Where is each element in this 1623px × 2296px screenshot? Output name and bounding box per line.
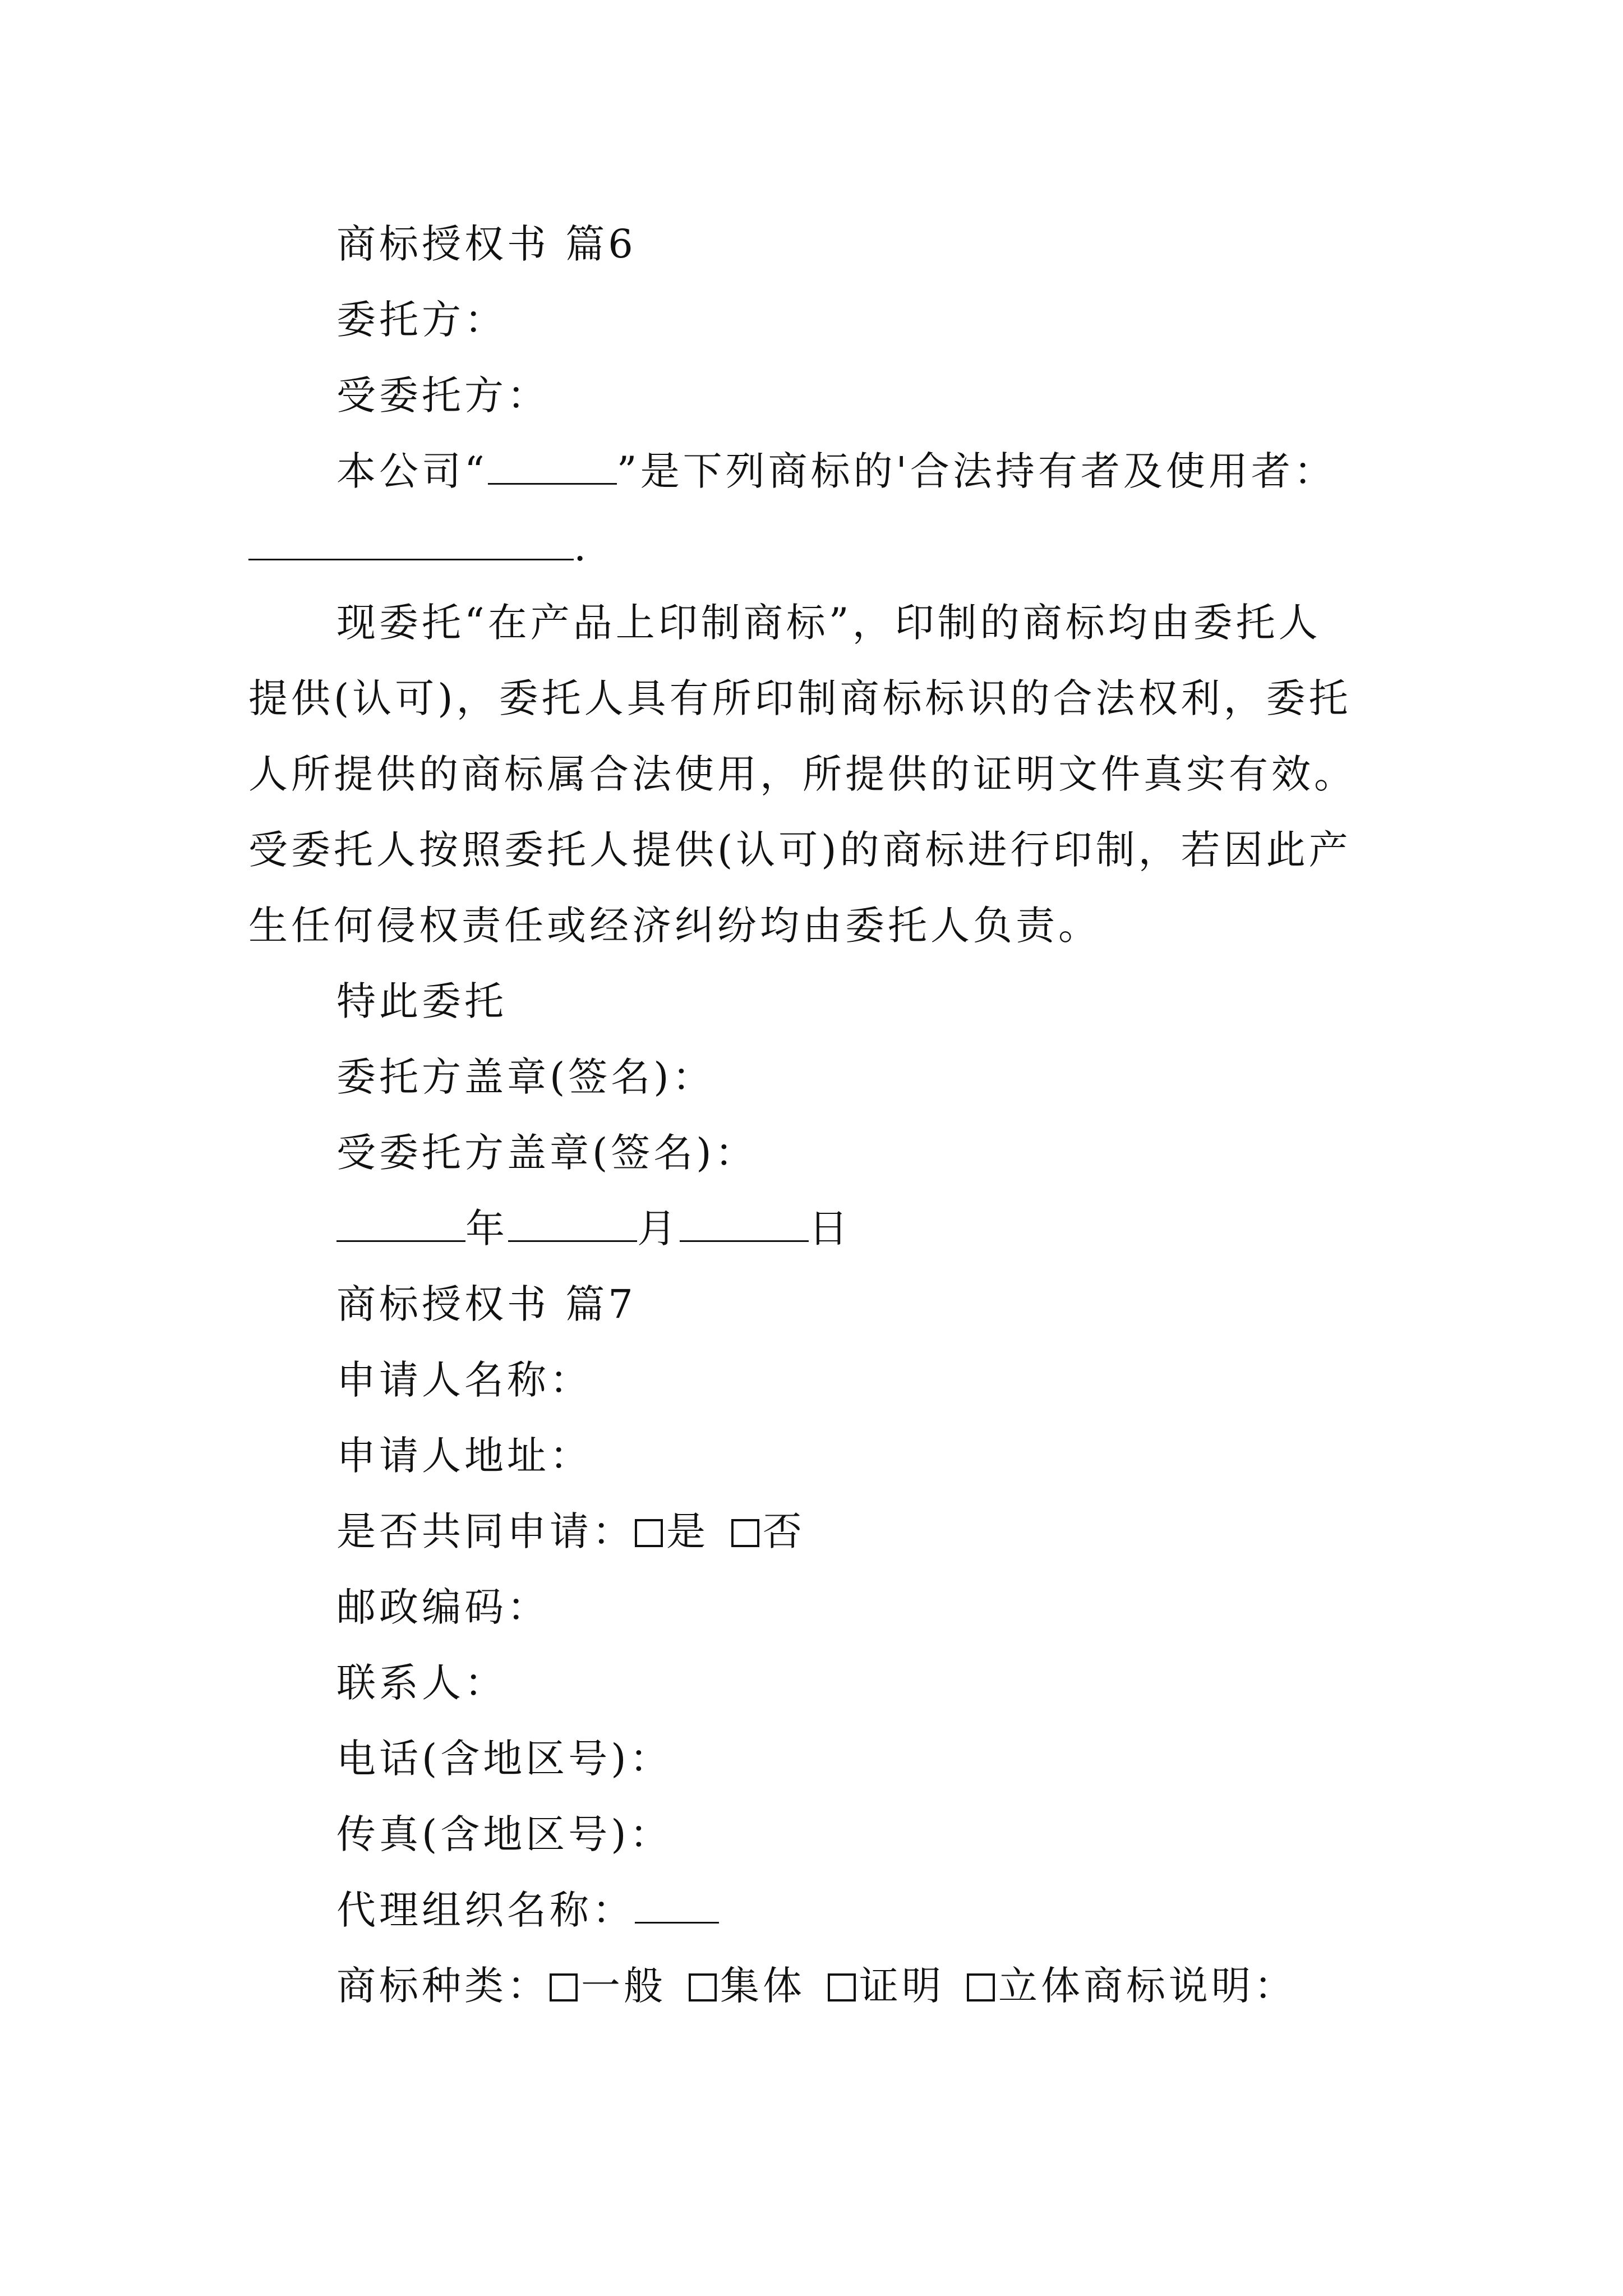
body-paragraph-line-1: 现委托“在产品上印制商标”，印制的商标均由委托人 [336, 600, 1321, 646]
trademark-type-field: 商标种类： 一般 集体 证明 立体商标说明： [336, 1963, 1297, 2009]
joint-yes-checkbox [635, 1519, 663, 1547]
client-field: 委托方： [336, 297, 507, 343]
type-collective-checkbox [689, 1973, 717, 2001]
fax-field: 传真(含地区号)： [336, 1811, 672, 1857]
body-paragraph-line-5: 生任何侵权责任或经济纠纷均由委托人负责。 [248, 903, 1101, 949]
agency-name-field: 代理组织名称： [0, 1879, 1623, 1941]
section-7-heading: 商标授权书 篇7 [336, 1281, 637, 1327]
company-statement: 本公司“ ”是下列商标的'合法持有者及使用者： [336, 448, 1336, 494]
agent-seal-field: 受委托方盖章(签名)： [336, 1130, 758, 1176]
type-3d-checkbox [967, 1973, 995, 2001]
type-certification-checkbox [828, 1973, 856, 2001]
body-paragraph-line-2: 提供(认可)，委托人具有所印制商标标识的合法权利，委托 [248, 675, 1352, 721]
year-blank [336, 1205, 465, 1242]
trademark-list-blank-line: . [0, 516, 1623, 578]
section-6-heading: 商标授权书 篇6 [336, 221, 637, 267]
client-seal-field: 委托方盖章(签名)： [336, 1054, 715, 1100]
body-paragraph-line-3: 人所提供的商标属合法使用，所提供的证明文件真实有效。 [248, 751, 1357, 797]
joint-application-field: 是否共同申请： 是 否 [336, 1508, 805, 1554]
agent-field: 受委托方： [336, 372, 550, 418]
body-paragraph-line-4: 受委托人按照委托人提供(认可)的商标进行印制，若因此产 [248, 827, 1352, 873]
contact-field: 联系人： [336, 1660, 507, 1706]
phone-field: 电话(含地区号)： [336, 1736, 672, 1782]
company-name-blank [488, 448, 617, 485]
type-general-checkbox [550, 1973, 578, 2001]
applicant-name-field: 申请人名称： [336, 1357, 592, 1403]
day-blank [680, 1205, 809, 1242]
trademark-blank [248, 524, 574, 560]
joint-no-checkbox [731, 1519, 759, 1547]
postcode-field: 邮政编码： [336, 1584, 550, 1630]
month-blank [508, 1205, 637, 1242]
closing-text: 特此委托 [336, 978, 507, 1024]
applicant-address-field: 申请人地址： [336, 1433, 592, 1479]
date-line: 年 月 日 [0, 1198, 1623, 1259]
agency-name-blank [635, 1887, 719, 1924]
